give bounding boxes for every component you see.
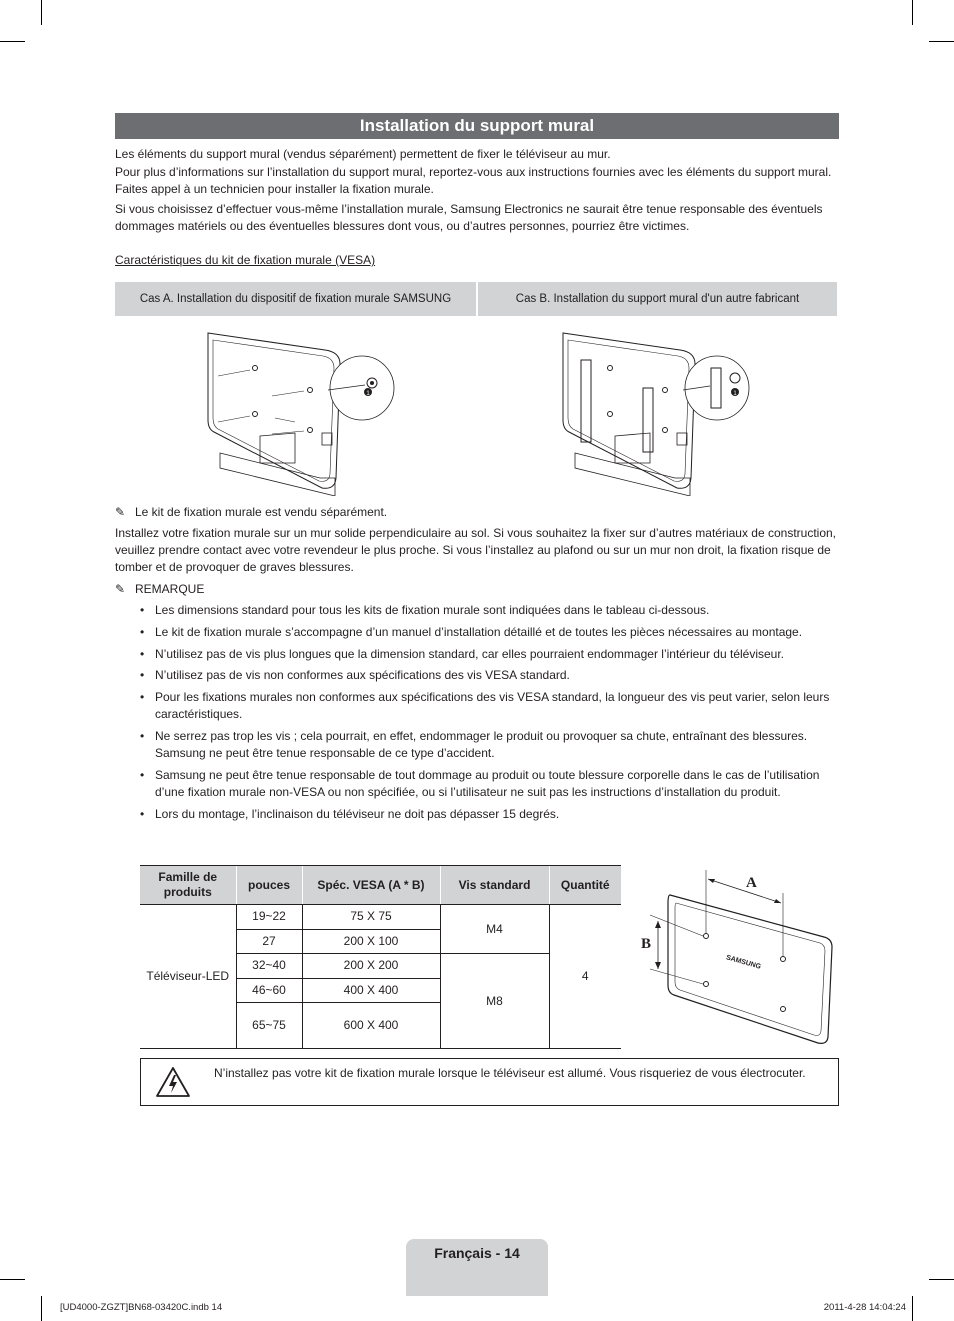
cell-family: Téléviseur-LED xyxy=(140,905,236,1049)
note-sold-separately: ✎ Le kit de fixation murale est vendu séparément. xyxy=(115,505,388,519)
crop-mark xyxy=(929,1279,954,1280)
header-inches: pouces xyxy=(236,866,302,905)
warning-text: N’installez pas votre kit de fixation murale lorsque le téléviseur est allumé. Vous risqueriez de vous électrocuter. xyxy=(214,1066,806,1080)
table-header-row xyxy=(140,866,621,905)
list-item: • N’utilisez pas de vis non conformes aux spécifications des vis VESA standard. xyxy=(140,667,840,684)
footer-timestamp: 2011-4-28 14:04:24 xyxy=(823,1302,906,1313)
crop-mark xyxy=(929,41,954,42)
cell-inches: 46~60 xyxy=(236,978,302,1003)
install-paragraph: Installez votre fixation murale sur un mur solide perpendiculaire au sol. Si vous souhaitez la fixer sur d’autres matériaux de construction, veuillez prendre contact avec votre revendeur le plus proche. Si vous l’installez au plafond ou sur un mur non droit, la fixation risque de tomber et de provoquer de graves blessures. xyxy=(115,526,837,574)
remarque-list xyxy=(140,602,840,827)
dimension-label-a: A xyxy=(746,875,757,891)
crop-mark xyxy=(912,1296,913,1321)
list-item: • N’utilisez pas de vis plus longues que la dimension standard, car elles pourraient endommager l’intérieur du téléviseur. xyxy=(140,646,840,663)
cell-inches: 27 xyxy=(236,929,302,954)
header-screw: Vis standard xyxy=(440,866,549,905)
footer-file-name: [UD4000-ZGZT]BN68-03420C.indb 14 xyxy=(60,1302,223,1313)
cell-vesa: 75 X 75 xyxy=(302,905,440,930)
intro-paragraph-2: Pour plus d’informations sur l’installation du support mural, reportez-vous aux instructions fournies avec les éléments du support mural. Faites appel à un technicien pour installer la fixation murale. xyxy=(115,165,832,196)
page-number-tab: Français - 14 xyxy=(406,1239,548,1296)
kit-heading: Caractéristiques du kit de fixation murale (VESA) xyxy=(115,253,376,267)
case-b-box: Cas B. Installation du support mural d'un autre fabricant xyxy=(478,282,837,316)
remarque-heading: ✎ REMARQUE xyxy=(115,582,205,596)
dimension-label-b: B xyxy=(641,936,652,952)
cell-vesa: 600 X 400 xyxy=(302,1003,440,1049)
list-item: • Lors du montage, l’inclinaison du téléviseur ne doit pas dépasser 15 degrés. xyxy=(140,806,840,823)
intro-paragraph-1: Les éléments du support mural (vendus séparément) permettent de fixer le téléviseur au mur. xyxy=(115,147,611,161)
pencil-icon: ✎ xyxy=(115,505,126,519)
list-item: • Ne serrez pas trop les vis ; cela pourrait, en effet, endommager le produit ou provoquer sa chute, entraînant des blessures. Samsung ne peut être tenue responsable de ce type d’accident. xyxy=(140,728,840,762)
cell-inches: 65~75 xyxy=(236,1003,302,1049)
cell-vesa: 200 X 200 xyxy=(302,954,440,979)
header-family: Famille de produits xyxy=(140,866,236,905)
crop-mark xyxy=(912,0,913,25)
header-vesa: Spéc. VESA (A * B) xyxy=(302,866,440,905)
cell-vesa: 200 X 100 xyxy=(302,929,440,954)
vesa-table xyxy=(140,865,621,1049)
section-title: Installation du support mural xyxy=(115,113,839,139)
list-item: • Les dimensions standard pour tous les kits de fixation murale sont indiquées dans le tableau ci-dessous. xyxy=(140,602,840,619)
cell-inches: 32~40 xyxy=(236,954,302,979)
vesa-dimension-diagram xyxy=(628,865,838,1045)
cell-vesa: 400 X 400 xyxy=(302,978,440,1003)
cell-inches: 19~22 xyxy=(236,905,302,930)
warning-box xyxy=(140,1058,839,1106)
crop-mark xyxy=(41,0,42,25)
samsung-logo: SAMSUNG xyxy=(725,954,762,971)
electric-warning-icon xyxy=(155,1066,191,1098)
list-item: • Pour les fixations murales non conformes aux spécifications des vis VESA standard, la longueur des vis peut varier, selon leurs caractéristiques. xyxy=(140,689,840,723)
list-item: • Samsung ne peut être tenue responsable de tout dommage au produit ou toute blessure corporelle dans le cas de l’utilisation d’une fixation murale non-VESA ou non spécifiée, ou si l’utilisateur ne suit pas les instructions d’installation du produit. xyxy=(140,767,840,801)
pencil-icon: ✎ xyxy=(115,582,126,596)
case-a-box: Cas A. Installation du dispositif de fixation murale SAMSUNG xyxy=(115,282,476,316)
table-row xyxy=(140,905,621,930)
callout-number: 1 xyxy=(733,391,737,397)
header-quantity: Quantité xyxy=(549,866,621,905)
crop-mark xyxy=(0,1279,25,1280)
intro-paragraph-3: Si vous choisissez d’effectuer vous-même l’installation murale, Samsung Electronics ne saurait être tenue responsable des éventuels dommages matériels ou des éventuelles blessures dont vous, ou d’autres personnes, pourriez être victimes. xyxy=(115,202,823,233)
cell-screw: M8 xyxy=(440,954,549,1049)
list-item: • Le kit de fixation murale s’accompagne d’un manuel d’installation détaillé et de toutes les pièces nécessaires au montage. xyxy=(140,624,840,641)
callout-number: 1 xyxy=(366,391,370,397)
cell-quantity: 4 xyxy=(549,905,621,1049)
crop-mark xyxy=(41,1296,42,1321)
tv-back-illustration-samsung xyxy=(200,328,400,496)
tv-back-illustration-other xyxy=(555,328,765,496)
crop-mark xyxy=(0,41,25,42)
cell-screw: M4 xyxy=(440,905,549,954)
